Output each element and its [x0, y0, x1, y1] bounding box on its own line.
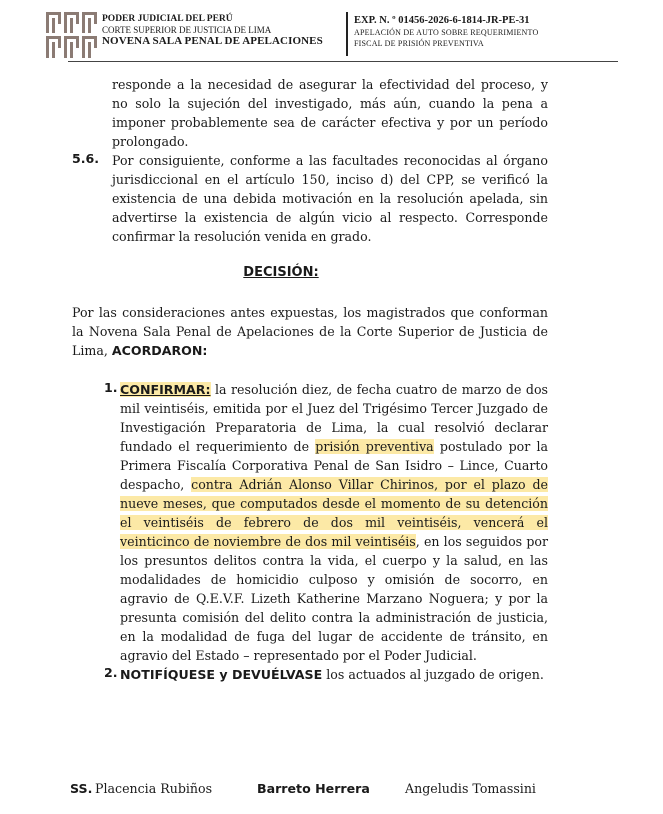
item-2-text-a: los actuados al juzgado de origen.: [322, 667, 544, 682]
item-1-text-a: la resolución diez, de fecha cuatro de marzo de dos mil veintiséis, emitida por el Juez del Trigésimo Tercer Juzgado de Investigación Preparatoria de Lima, la cual resolvió declarar fundado el requerimiento de: [120, 382, 548, 454]
institution-block: [102, 14, 342, 47]
poder-judicial-logo-icon: [46, 12, 98, 58]
item-1-number: 1.: [104, 380, 118, 395]
decision-intro-keyword: ACORDARON:: [111, 343, 208, 358]
signature-judge-2: Barreto Herrera: [257, 781, 370, 796]
chamber-name: NOVENA SALA PENAL DE APELACIONES: [102, 35, 323, 47]
document-header: [46, 12, 616, 62]
signature-judge-3: Angeludis Tomassini: [405, 781, 536, 796]
signature-judge-1: Placencia Rubiños: [95, 781, 213, 796]
case-subject-line1: APELACIÓN DE AUTO SOBRE REQUERIMIENTO: [354, 28, 539, 37]
case-subject-line2: FISCAL DE PRISIÓN PREVENTIVA: [354, 39, 484, 48]
header-divider: [346, 12, 348, 56]
item-1-text: [120, 380, 548, 665]
signature-prefix: SS.: [70, 781, 93, 796]
item-2-text: [120, 665, 548, 684]
section-5-6-text: Por consiguiente, conforme a las facultades reconocidas al órgano jurisdiccional en el artículo 150, inciso d) del CPP, se verificó la existencia de una debida motivación en la resolución apelada, sin advertirse la existencia de algún vicio al respecto. Corresponde confirmar la resolución venida en grado.: [112, 153, 548, 244]
item-1-text-b: postulado por la Primera Fiscalía Corporativa Penal de San Isidro – Lince, Cuarto despacho,: [120, 439, 548, 492]
section-number: 5.6.: [72, 151, 100, 166]
item-2-keyword: NOTIFÍQUESE y DEVUÉLVASE: [120, 667, 323, 682]
institution-name: PODER JUDICIAL DEL PERÚ: [102, 14, 233, 24]
case-block: [354, 14, 624, 49]
continued-paragraph: responde a la necesidad de asegurar la efectividad del proceso, y no solo la sujeción del investigado, más aún, cuando la pena a imponer probablemente sea de carácter efectiva y por un período prolongado.: [112, 77, 548, 149]
item-1-highlight-2: contra Adrián Alonso Villar Chirinos, por el plazo de nueve meses, que computados desde el momento de su detención el veintiséis de febrero de dos mil veintiséis, vencerá el veinticinco de noviembre de dos mil veintiséis: [120, 477, 548, 549]
item-1-highlight-1: prisión preventiva: [315, 439, 434, 454]
item-1-keyword: CONFIRMAR:: [120, 382, 211, 397]
case-number: EXP. N. º 01456-2026-6-1814-JR-PE-31: [354, 15, 530, 26]
header-rule: [68, 61, 618, 62]
court-name: CORTE SUPERIOR DE JUSTICIA DE LIMA: [102, 25, 272, 35]
decision-intro-text: Por las consideraciones antes expuestas, los magistrados que conforman la Novena Sala Penal de Apelaciones de la Corte Superior de Justicia de Lima,: [72, 305, 548, 358]
decision-heading: DECISIÓN:: [243, 265, 319, 280]
item-1-text-c: , en los seguidos por los presuntos delitos contra la vida, el cuerpo y la salud, en las modalidades de homicidio culposo y omisión de socorro, en agravio de Q.E.V.F. Lizeth Katherine Marzano Noguera; y por la presunta comisión del delito contra la administración de justicia, en la modalidad de fuga del lugar de accidente de tránsito, en agravio del Estado – representado por el Poder Judicial.: [120, 534, 548, 663]
item-2-number: 2.: [104, 665, 118, 680]
decision-intro: [72, 303, 548, 360]
